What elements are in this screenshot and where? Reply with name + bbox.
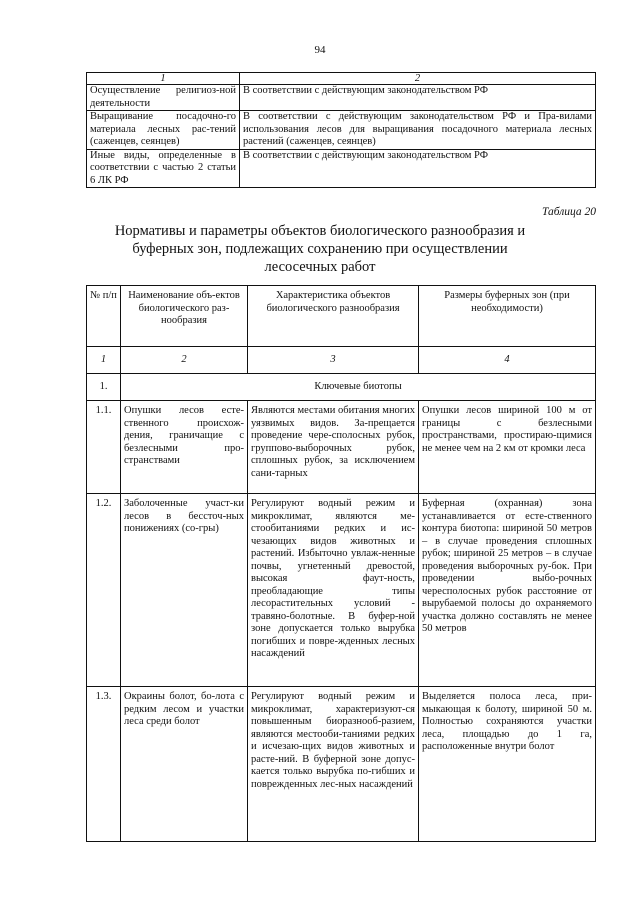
characteristics-cell: Регулируют водный режим и микроклимат, характеризуют-ся повышенным биоразнооб-разием, являются местооби-таниями редких и исчезаю-щих видов животных и расте-ний. В буферной зоне допус-кается только вырубка по-гибших и поврежденных лес-ных насаждений	[248, 687, 419, 842]
header-characteristics: Характеристика объектов биологического разнообразия	[248, 286, 419, 347]
table-row	[87, 149, 596, 188]
table-row	[87, 111, 596, 150]
table-title: Нормативы и параметры объектов биологического разнообразия и буферных зон, подлежащих сохранению при осуществлении лесосечных работ	[114, 223, 526, 275]
table-row	[87, 494, 596, 687]
header-number: № п/п	[87, 286, 121, 347]
characteristics-cell: Являются местами обитания многих уязвимых видов. За-прещается проведение чере-сполосных рубок, группово-выборочных рубок, сплошных рубок, за исключением сани-тарных	[248, 401, 419, 494]
table-header-row	[87, 286, 596, 347]
column-number-2: 2	[240, 73, 596, 85]
column-number: 1	[87, 347, 121, 374]
column-number: 2	[121, 347, 248, 374]
table-row	[87, 687, 596, 842]
row-number: 1.2.	[87, 494, 121, 687]
object-name-cell: Опушки лесов есте-ственного происхож-дения, граничащие с безлесными про-странствами	[121, 401, 248, 494]
row-number: 1.1.	[87, 401, 121, 494]
biodiversity-table	[86, 285, 596, 842]
section-number: 1.	[87, 374, 121, 401]
buffer-zone-cell: Выделяется полоса леса, при-мыкающая к болоту, шириной 50 м. Полностью сохраняются участки леса, площадью до 1 га, расположенные внутри болот	[419, 687, 596, 842]
use-type-cell: Осуществление религиоз-ной деятельности	[87, 85, 240, 111]
header-object-name: Наименование объ-ектов биологического раз-нообразия	[121, 286, 248, 347]
column-number: 4	[419, 347, 596, 374]
buffer-zone-cell: Опушки лесов шириной 100 м от границы с безлесными пространствами, простираю-щимися не менее чем на 2 км от кромки леса	[419, 401, 596, 494]
section-title: Ключевые биотопы	[121, 374, 596, 401]
column-number: 3	[248, 347, 419, 374]
row-number: 1.3.	[87, 687, 121, 842]
column-numbers-row	[87, 347, 596, 374]
table-caption: Таблица 20	[541, 206, 596, 218]
header-buffer-zone: Размеры буферных зон (при необходимости)	[419, 286, 596, 347]
column-number-1: 1	[87, 73, 240, 85]
characteristics-cell: Регулируют водный режим и микроклимат, являются ме-стообитаниями редких и ис-чезающих видов животных и растений. Избыточно увлаж-ненные почвы, угнетенный древостой, высокая фаут-ность, преобладающие типы лесорастительных условий - травяно-болотные. В буфер-ной зоне допускается только вырубка погибших и повре-жденных лесных насаждений	[248, 494, 419, 687]
table-header-row	[87, 73, 596, 85]
use-rule-cell: В соответствии с действующим законодательством РФ	[240, 149, 596, 188]
use-rule-cell: В соответствии с действующим законодательством РФ	[240, 85, 596, 111]
table-row	[87, 85, 596, 111]
table-row	[87, 401, 596, 494]
use-rule-cell: В соответствии с действующим законодательством РФ и Пра-вилами использования лесов для выращивания посадочного материала лесных растений (саженцев, сеянцев)	[240, 111, 596, 150]
permitted-uses-table	[86, 72, 596, 188]
page-number: 94	[314, 44, 326, 56]
use-type-cell: Иные виды, определенные в соответствии с частью 2 статьи 6 ЛК РФ	[87, 149, 240, 188]
object-name-cell: Окраины болот, бо-лота с редким лесом и участки леса среди болот	[121, 687, 248, 842]
object-name-cell: Заболоченные участ-ки лесов в бессточ-ных понижениях (со-гры)	[121, 494, 248, 687]
use-type-cell: Выращивание посадочно-го материала лесных рас-тений (саженцев, сеянцев)	[87, 111, 240, 150]
section-row	[87, 374, 596, 401]
buffer-zone-cell: Буферная (охранная) зона устанавливается от есте-ственного контура биотопа: шириной 50 метров – в случае проведения сплошных рубок; шириной 25 метров – в случае проведения выборочных ру-бок. При проведении выбо-рочных чересполосных рубок расстояние от вырубаемой полосы до охраняемого участка должно составлять не менее 50 метров	[419, 494, 596, 687]
